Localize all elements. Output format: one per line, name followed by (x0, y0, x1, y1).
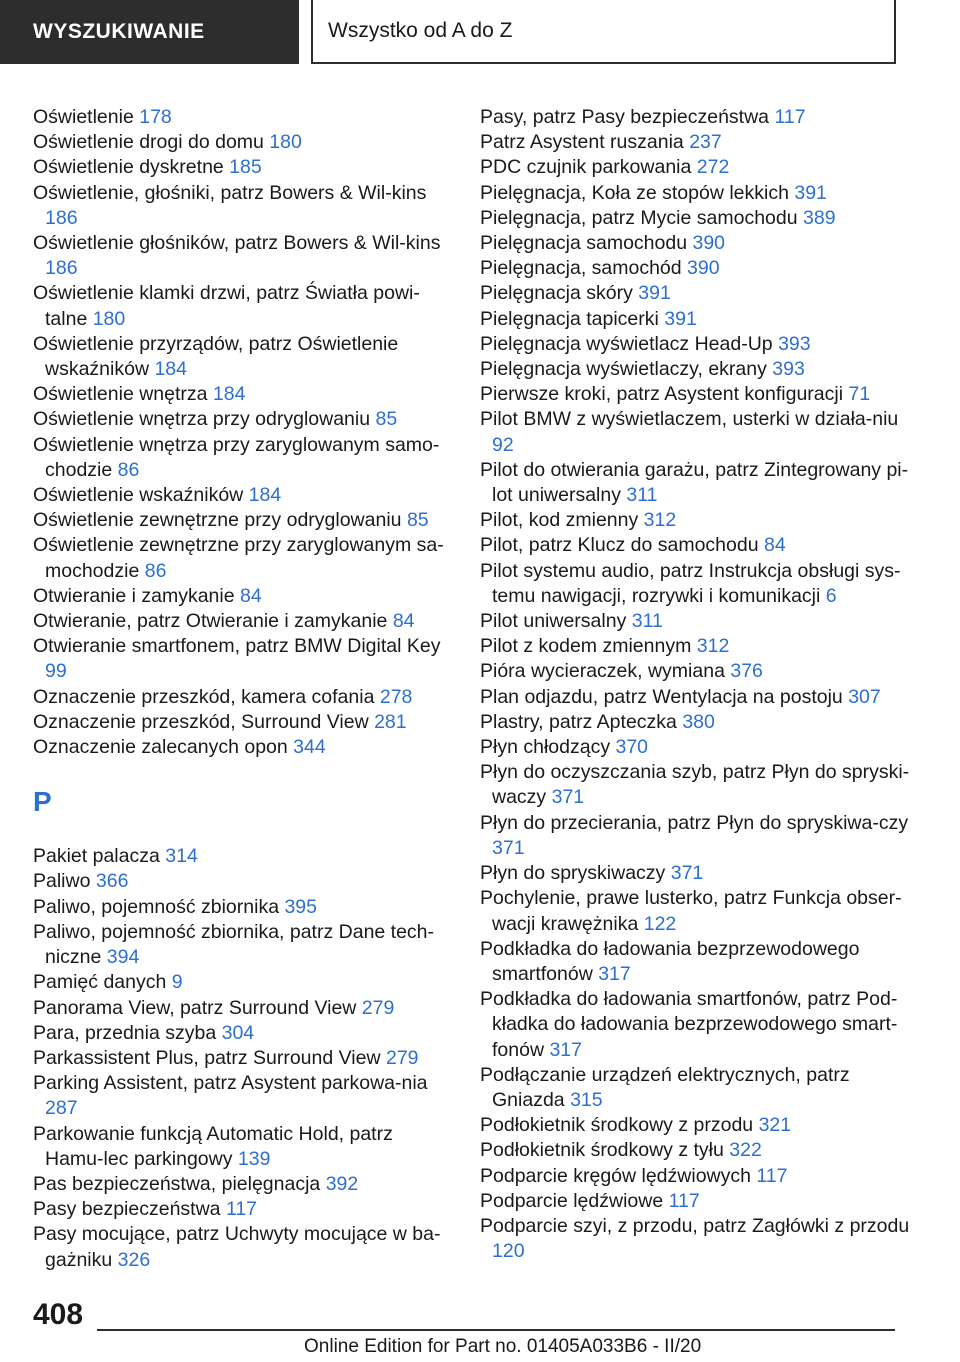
index-entry (33, 1222, 453, 1272)
section-tab: WYSZUKIWANIE (0, 0, 299, 64)
index-entry (33, 332, 453, 382)
page-link[interactable]: 366 (95, 870, 129, 893)
entry-text: Pasy, patrz Pasy bezpieczeństwa (480, 106, 775, 128)
entry-text: Panorama View, patrz Surround View (33, 996, 362, 1019)
page-link[interactable]: 376 (730, 660, 763, 683)
entry-text: Pilot z kodem zmiennym (480, 635, 697, 658)
entry-text: Oznaczenie przeszkód, Surround View (33, 710, 375, 733)
index-entry (33, 710, 453, 735)
page-link[interactable]: 391 (638, 282, 671, 305)
page-link[interactable]: 389 (803, 206, 836, 229)
page-link[interactable]: 117 (756, 1164, 788, 1187)
page-link[interactable]: 6 (825, 584, 837, 607)
entry-text: Podkładka do ładowania smartfonów, patrz Pod-kładka do ładowania bezprzewodowego smart-fonów (480, 988, 898, 1061)
index-entry (33, 533, 453, 583)
index-entry (33, 1071, 453, 1121)
index-entry (480, 760, 910, 810)
entry-text: Oświetlenie głośników, patrz Bowers & Wil-kins (33, 232, 441, 255)
page-link[interactable]: 272 (696, 156, 730, 179)
page-link[interactable]: 380 (682, 710, 715, 733)
page-link[interactable]: 117 (225, 1198, 258, 1221)
entry-text: Pilot systemu audio, patrz Instrukcja obsługi sys-temu nawigacji, rozrywki i komunikacji (480, 559, 901, 607)
page-link[interactable]: 315 (570, 1088, 603, 1111)
page-link[interactable]: 321 (758, 1114, 792, 1137)
entry-text: Oświetlenie wnętrza przy zaryglowanym samo-chodzie (33, 433, 440, 481)
index-entry (480, 1138, 910, 1163)
page-link[interactable]: 391 (794, 181, 827, 204)
page-link[interactable]: 9 (171, 971, 183, 994)
index-entry (33, 130, 453, 155)
entry-text: Plastry, patrz Apteczka (480, 710, 683, 733)
page-link[interactable]: 186 (45, 206, 78, 229)
entry-text: Patrz Asystent ruszania (480, 131, 690, 154)
index-entry (33, 231, 453, 281)
page-link[interactable]: 180 (92, 307, 126, 330)
entry-text: Paliwo, pojemność zbiornika, patrz Dane tech-niczne (33, 920, 435, 969)
entry-text: Podkładka do ładowania bezprzewodowego smartfonów (480, 937, 860, 985)
page-link[interactable]: 84 (240, 584, 262, 607)
index-entry (33, 508, 453, 533)
page-link[interactable]: 237 (689, 131, 722, 154)
page-link[interactable]: 371 (670, 862, 704, 885)
entry-text: Oświetlenie zewnętrzne przy odryglowaniu (33, 509, 407, 532)
index-entry (480, 685, 910, 710)
page-link[interactable]: 99 (45, 660, 67, 683)
entry-text: Podłokietnik środkowy z tyłu (480, 1139, 730, 1162)
entry-text: Pamięć danych (33, 971, 172, 994)
entry-text: Pasy mocujące, patrz Uchwyty mocujące w ba-gażniku (33, 1223, 441, 1271)
index-entry (480, 937, 910, 987)
entry-text: Pielęgnacja, samochód (480, 257, 688, 280)
page-link[interactable]: 117 (774, 106, 806, 128)
index-column-right (480, 105, 910, 1264)
index-entry (33, 407, 453, 432)
index-entry (480, 1164, 910, 1189)
entry-text: Pielęgnacja, Koła ze stopów lekkich (480, 181, 795, 204)
page-link[interactable]: 281 (374, 710, 407, 733)
page-link[interactable]: 311 (631, 610, 663, 633)
page-link[interactable]: 185 (229, 156, 262, 179)
page-link[interactable]: 85 (375, 408, 398, 431)
page-link[interactable]: 71 (848, 383, 871, 406)
page-link[interactable]: 322 (729, 1139, 762, 1162)
index-entry (480, 357, 910, 382)
index-entry (480, 458, 910, 508)
index-entry (480, 105, 910, 130)
index-entry (480, 130, 910, 155)
page-link[interactable]: 184 (212, 383, 246, 406)
index-entry (480, 256, 910, 281)
page-link[interactable]: 393 (778, 332, 811, 355)
index-entry (480, 987, 910, 1063)
index-entry (480, 811, 910, 861)
entry-text: Podłączanie urządzeń elektrycznych, patrz Gniazda (480, 1063, 850, 1111)
page-link[interactable]: 184 (154, 358, 187, 381)
entry-text: Oświetlenie przyrządów, patrz Oświetlenie wskaźników (33, 332, 399, 381)
page-link[interactable]: 314 (165, 845, 198, 868)
page-header (0, 0, 960, 66)
index-entry (33, 844, 453, 869)
index-entry (480, 231, 910, 256)
page-link[interactable]: 394 (106, 946, 140, 969)
page-link[interactable]: 120 (492, 1240, 525, 1263)
index-entry (480, 861, 910, 886)
entry-text: Oznaczenie zalecanych opon (33, 736, 294, 759)
index-entry (33, 433, 453, 483)
entry-text: Pielęgnacja skóry (480, 282, 639, 305)
entry-text: Podparcie lędźwiowe (480, 1189, 669, 1212)
page-link[interactable]: 184 (248, 484, 282, 507)
page-link[interactable]: 370 (615, 736, 649, 759)
index-entry (480, 634, 910, 659)
index-entry (33, 105, 453, 130)
index-entries-p-continued (480, 105, 910, 1264)
entry-text: Pielęgnacja wyświetlacz Head-Up (480, 332, 779, 355)
index-entry (33, 634, 453, 684)
entry-text: Parkowanie funkcją Automatic Hold, patrz Hamu-lec parkingowy (33, 1122, 393, 1170)
entry-text: Pakiet palacza (33, 845, 166, 868)
entry-text: Oświetlenie klamki drzwi, patrz Światła powi-talne (33, 282, 420, 330)
entry-text: Oświetlenie dyskretne (33, 156, 230, 179)
index-entry (480, 407, 910, 457)
index-entry (33, 181, 453, 231)
index-entry (33, 1172, 453, 1197)
page-link[interactable]: 344 (293, 736, 326, 759)
index-entry (33, 281, 453, 331)
index-entry (480, 307, 910, 332)
entry-text: Pielęgnacja wyświetlaczy, ekrany (480, 358, 773, 381)
page-link[interactable]: 92 (492, 433, 514, 456)
entry-text: Płyn do oczyszczania szyb, patrz Płyn do spryski-waczy (480, 761, 910, 809)
page-link[interactable]: 317 (598, 962, 631, 985)
index-entries-o (33, 105, 453, 760)
index-entry (33, 382, 453, 407)
page-link[interactable]: 122 (643, 912, 677, 935)
entry-text: Płyn do spryskiwaczy (480, 862, 671, 885)
entry-text: Oświetlenie zewnętrzne przy zaryglowanym sa-mochodzie (33, 534, 444, 582)
index-entries-p (33, 844, 453, 1272)
page-link[interactable]: 317 (549, 1038, 582, 1061)
index-entry (480, 155, 910, 180)
entry-text: Podłokietnik środkowy z przodu (480, 1114, 759, 1137)
entry-text: Pielęgnacja tapicerki (480, 307, 665, 330)
section-letter: P (33, 786, 52, 818)
page-link[interactable]: 278 (379, 685, 413, 708)
index-entry (480, 181, 910, 206)
index-entry (480, 332, 910, 357)
index-entry (33, 1197, 453, 1222)
entry-text: Pilot, kod zmienny (480, 509, 644, 532)
entry-text: Otwieranie, patrz Otwieranie i zamykanie (33, 610, 393, 633)
entry-text: Oznaczenie przeszkód, kamera cofania (33, 685, 380, 708)
page-link[interactable]: 304 (221, 1021, 255, 1044)
entry-text: Płyn do przecierania, patrz Płyn do spryskiwa-czy (480, 811, 909, 834)
index-entry (480, 1063, 910, 1113)
index-entry (33, 609, 453, 634)
page-link[interactable]: 391 (664, 307, 697, 330)
index-entry (480, 281, 910, 306)
index-entry (480, 735, 910, 760)
index-entry (480, 1113, 910, 1138)
index-entry (33, 155, 453, 180)
page-link[interactable]: 279 (385, 1046, 419, 1069)
page-link[interactable]: 180 (269, 131, 302, 154)
entry-text: Płyn chłodzący (480, 736, 616, 759)
index-entry (480, 382, 910, 407)
index-entry (33, 735, 453, 760)
entry-text: Oświetlenie (33, 106, 140, 128)
entry-text: Oświetlenie, głośniki, patrz Bowers & Wil-kins (33, 181, 427, 204)
page-link[interactable]: 312 (643, 509, 677, 532)
index-entry (33, 584, 453, 609)
page-link[interactable]: 139 (237, 1147, 271, 1170)
entry-text: Plan odjazdu, patrz Wentylacja na postoju (480, 685, 849, 708)
entry-text: Parking Assistent, patrz Asystent parkowa-nia (33, 1072, 428, 1095)
entry-text: Otwieranie smartfonem, patrz BMW Digital Key (33, 635, 441, 658)
index-entry (480, 1214, 910, 1264)
entry-text: Oświetlenie wnętrza przy odryglowaniu (33, 408, 376, 431)
entry-text: Pielęgnacja samochodu (480, 232, 693, 255)
page-link[interactable]: 117 (668, 1189, 700, 1212)
page-link[interactable]: 390 (692, 232, 726, 255)
entry-text: PDC czujnik parkowania (480, 156, 697, 179)
page-link[interactable]: 86 (117, 458, 140, 481)
entry-text: Pilot, patrz Klucz do samochodu (480, 534, 764, 557)
index-entry (33, 970, 453, 995)
entry-text: Para, przednia szyba (33, 1021, 222, 1044)
index-entry (480, 559, 910, 609)
page-link[interactable]: 86 (144, 559, 167, 582)
entry-text: Podparcie kręgów lędźwiowych (480, 1164, 757, 1187)
page-link[interactable]: 84 (763, 534, 786, 557)
page-link[interactable]: 393 (772, 358, 805, 381)
page-link[interactable]: 84 (392, 610, 415, 633)
index-column-left (33, 105, 453, 1273)
index-entry (33, 1122, 453, 1172)
index-entry (480, 206, 910, 231)
index-entry (480, 508, 910, 533)
footer-divider (97, 1329, 895, 1331)
index-entry (33, 685, 453, 710)
index-entry (33, 483, 453, 508)
page-link[interactable]: 85 (406, 509, 429, 532)
index-entry (480, 710, 910, 735)
index-entry (480, 1189, 910, 1214)
index-entry (480, 609, 910, 634)
page-link[interactable]: 371 (551, 786, 585, 809)
entry-text: Oświetlenie wnętrza (33, 383, 213, 406)
entry-text: Pilot BMW z wyświetlaczem, usterki w działa-niu (480, 408, 899, 431)
page-number: 408 (33, 1298, 84, 1331)
entry-text: Oświetlenie wskaźników (33, 484, 249, 507)
index-entry (33, 996, 453, 1021)
entry-text: Pasy bezpieczeństwa (33, 1198, 226, 1221)
page-link[interactable]: 311 (626, 484, 658, 507)
page-link[interactable]: 390 (687, 257, 720, 280)
entry-text: Pochylenie, prawe lusterko, patrz Funkcja obser-wacji krawężnika (480, 887, 902, 935)
page-link[interactable]: 392 (325, 1172, 359, 1195)
entry-text: Oświetlenie drogi do domu (33, 131, 270, 154)
page-link[interactable]: 326 (117, 1248, 151, 1271)
page-link[interactable]: 395 (284, 895, 317, 918)
entry-text: Pas bezpieczeństwa, pielęgnacja (33, 1172, 326, 1195)
page-link[interactable]: 307 (848, 685, 881, 708)
entry-text: Paliwo (33, 870, 96, 893)
entry-text: Otwieranie i zamykanie (33, 584, 240, 607)
index-entry (480, 533, 910, 558)
entry-text: Pióra wycieraczek, wymiana (480, 660, 731, 683)
entry-text: Paliwo, pojemność zbiornika (33, 895, 285, 918)
index-entry (33, 869, 453, 894)
index-entry (480, 659, 910, 684)
entry-text: Podparcie szyi, z przodu, patrz Zagłówki z przodu (480, 1214, 910, 1237)
entry-text: Pilot uniwersalny (480, 610, 632, 633)
chapter-title: Wszystko od A do Z (311, 0, 896, 64)
entry-text: Pierwsze kroki, patrz Asystent konfiguracji (480, 383, 849, 406)
page-link[interactable]: 178 (139, 106, 172, 128)
index-entry (480, 886, 910, 936)
page-link[interactable]: 312 (696, 635, 730, 658)
page-link[interactable]: 186 (45, 257, 78, 280)
index-entry (33, 920, 453, 970)
index-entry (33, 895, 453, 920)
index-entry (33, 1046, 453, 1071)
edition-footer: Online Edition for Part no. 01405A033B6 - II/20 (304, 1336, 702, 1357)
page-link[interactable]: 287 (45, 1097, 78, 1120)
entry-text: Parkassistent Plus, patrz Surround View (33, 1046, 386, 1069)
entry-text: Pielęgnacja, patrz Mycie samochodu (480, 206, 803, 229)
index-entry (33, 1021, 453, 1046)
page-link[interactable]: 279 (361, 996, 395, 1019)
entry-text: Pilot do otwierania garażu, patrz Zintegrowany pi-lot uniwersalny (480, 458, 909, 507)
page-link[interactable]: 371 (492, 836, 525, 859)
